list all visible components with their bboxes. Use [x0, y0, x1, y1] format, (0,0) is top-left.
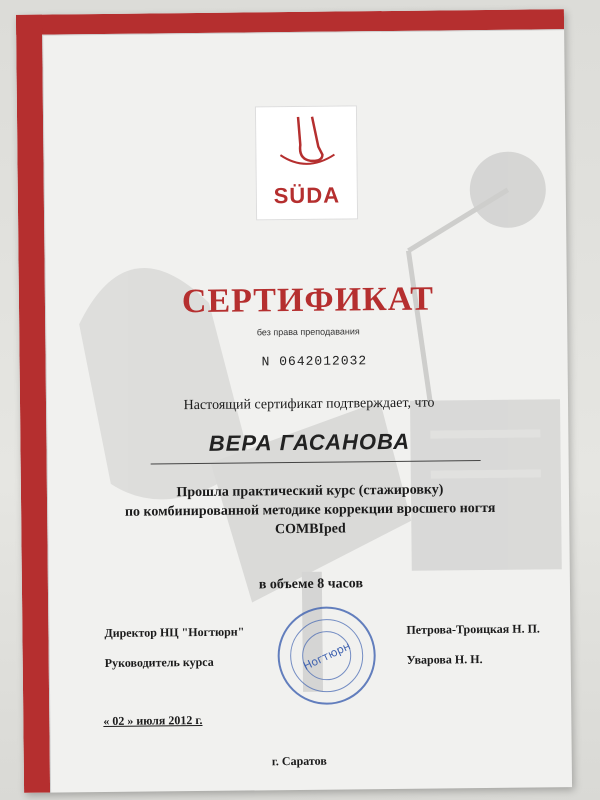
- course-leader-role: Руководитель курса: [104, 654, 214, 670]
- course-line: Прошла практический курс (стажировку): [176, 482, 444, 501]
- certificate-sheet: [16, 9, 572, 793]
- stamp-center-text: Ногтюрн: [301, 639, 353, 673]
- course-leader-name: Уварова Н. Н.: [406, 652, 483, 667]
- certificate-title: СЕРТИФИКАТ: [181, 280, 435, 321]
- suda-logo: [255, 105, 358, 220]
- organization-stamp: [274, 603, 379, 708]
- issue-date: « 02 » июля 2012 г.: [103, 712, 203, 729]
- foot-icon: [256, 106, 357, 177]
- certificate-subtitle: без права преподавания: [256, 326, 360, 338]
- course-description: [51, 479, 570, 541]
- director-name: Петрова-Троицкая Н. П.: [406, 621, 540, 637]
- course-line: по комбинированной методике коррекции вросшего ногтя: [124, 500, 496, 520]
- director-role: Директор НЦ "Ногтюрн": [104, 624, 245, 640]
- recipient-name: ВЕРА ГАСАНОВА: [208, 428, 411, 456]
- logo-brand-text: SÜDA: [273, 182, 341, 209]
- course-line: COMBIped: [274, 521, 346, 538]
- issue-city: г. Саратов: [271, 753, 327, 769]
- course-hours: в объеме 8 часов: [258, 576, 364, 593]
- confirm-text: Настоящий сертификат подтверждает, что: [183, 395, 435, 414]
- certificate-number: N 0642012032: [261, 353, 368, 370]
